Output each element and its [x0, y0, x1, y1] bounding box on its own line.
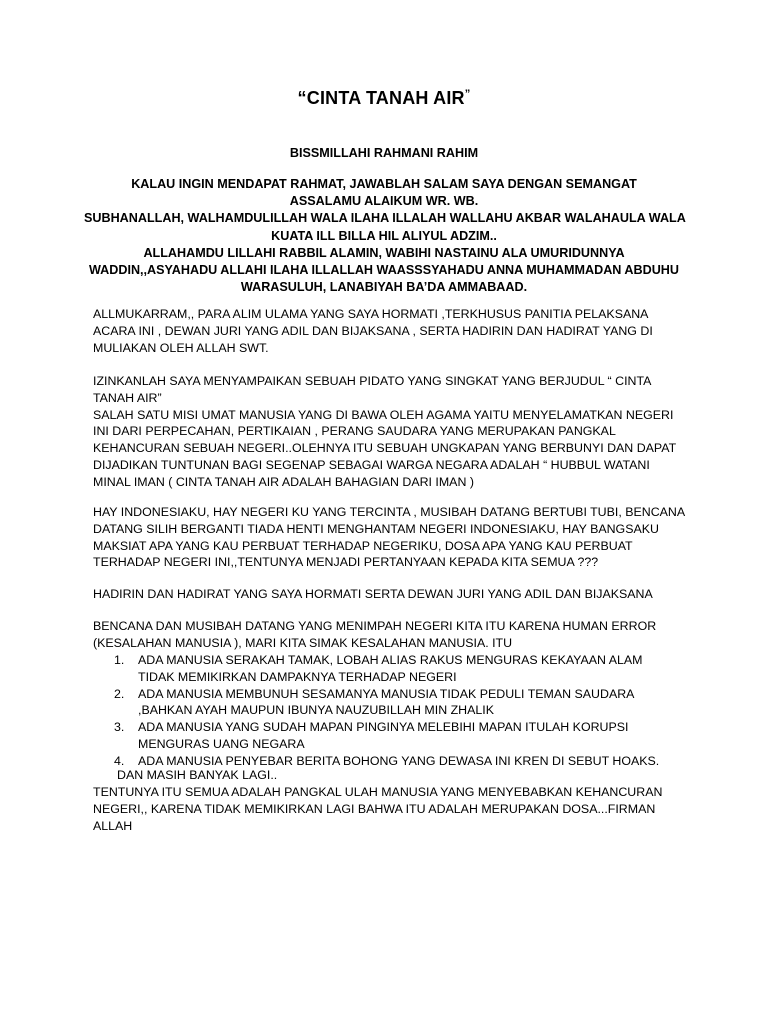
- paragraph-line: DATANG SILIH BERGANTI TIADA HENTI MENGHANTAM NEGERI INDONESIAKU, HAY BANGSAKU: [93, 521, 659, 536]
- list-item-line: ,BAHKAN AYAH MAUPUN IBUNYA NAUZUBILLAH MIN ZHALIK: [138, 703, 494, 718]
- paragraph-line: SALAH SATU MISI UMAT MANUSIA YANG DI BAWA OLEH AGAMA YAITU MENYELAMATKAN NEGERI: [93, 407, 674, 422]
- list-item-line: ADA MANUSIA SERAKAH TAMAK, LOBAH ALIAS RAKUS MENGURAS KEKAYAAN ALAM: [138, 653, 643, 667]
- paragraph-line: IZINKANLAH SAYA MENYAMPAIKAN SEBUAH PIDATO YANG SINGKAT YANG BERJUDUL “ CINTA: [93, 374, 652, 388]
- list-item-line: MENGURAS UANG NEGARA: [138, 736, 305, 751]
- list-continuation: DAN MASIH BANYAK LAGI..: [117, 768, 278, 782]
- greeting-block: [84, 176, 684, 296]
- paragraph-line: MAKSIAT APA YANG KAU PERBUAT TERHADAP NEGERIKU, DOSA APA YANG KAU PERBUAT: [93, 538, 633, 553]
- greeting-line: WARASULUH, LANABIYAH BA’DA AMMABAAD.: [240, 280, 528, 295]
- paragraph-line: MINAL IMAN ( CINTA TANAH AIR ADALAH BAHAGIAN DARI IMAN ): [93, 474, 474, 489]
- greeting-line: KUATA ILL BILLA HIL ALIYUL ADZIM..: [271, 228, 497, 243]
- list-item: [93, 652, 693, 686]
- title-close-quote: ”: [464, 88, 471, 100]
- page-title: [0, 88, 768, 109]
- paragraph-closing: [93, 784, 683, 834]
- paragraph-introduction: [93, 373, 683, 491]
- paragraph-line: NEGERI,, KARENA TIDAK MEMIKIRKAN LAGI BAHWA ITU ADALAH MERUPAKAN DOSA...FIRMAN: [93, 801, 656, 816]
- list-item-line: ADA MANUSIA PENYEBAR BERITA BOHONG YANG DEWASA INI KREN DI SEBUT HOAKS.: [138, 753, 660, 768]
- paragraph-audience: [93, 586, 683, 603]
- paragraph-line: TANAH AIR”: [93, 390, 162, 405]
- paragraph-salutation: [93, 306, 683, 356]
- list-item-number: 2.: [114, 686, 125, 701]
- title-text: CINTA TANAH AIR: [306, 88, 465, 108]
- greeting-line: ALLAHAMDU LILLAHI RABBIL ALAMIN, WABIHI NASTAINU ALA UMURIDUNNYA: [143, 245, 625, 260]
- greeting-line: SUBHANALLAH, WALHAMDULILLAH WALA ILAHA ILLALAH WALLAHU AKBAR WALAHAULA WALA: [84, 211, 686, 226]
- paragraph-line: ALLMUKARRAM,, PARA ALIM ULAMA YANG SAYA HORMATI ,TERKHUSUS PANITIA PELAKSANA: [93, 307, 649, 321]
- paragraph-line: (KESALAHAN MANUSIA ), MARI KITA SIMAK KESALAHAN MANUSIA. ITU: [93, 635, 513, 650]
- paragraph-line: BENCANA DAN MUSIBAH DATANG YANG MENIMPAH NEGERI KITA ITU KARENA HUMAN ERROR: [93, 619, 657, 633]
- list-item-line: ADA MANUSIA YANG SUDAH MAPAN PINGINYA MELEBIHI MAPAN ITULAH KORUPSI: [138, 720, 629, 735]
- greeting-line: KALAU INGIN MENDAPAT RAHMAT, JAWABLAH SALAM SAYA DENGAN SEMANGAT: [131, 177, 637, 191]
- list-item-number: 1.: [114, 653, 125, 667]
- paragraph-line: ACARA INI , DEWAN JURI YANG ADIL DAN BIJAKSANA , SERTA HADIRIN DAN HADIRAT YANG DI: [93, 323, 653, 338]
- greeting-line: WADDIN,,ASYAHADU ALLAHI ILAHA ILLALLAH WAASSSYAHADU ANNA MUHAMMADAN ABDUHU: [88, 263, 679, 278]
- paragraph-indonesia: [93, 504, 686, 571]
- paragraph-line: INI DARI PERPECAHAN, PERTIKAIAN , PERANG SAUDARA YANG MERUPAKAN PANGKAL: [93, 424, 616, 439]
- greeting-line: ASSALAMU ALAIKUM WR. WB.: [289, 194, 479, 209]
- paragraph-line: KEHANCURAN SEBUAH NEGERI..OLEHNYA ITU SEBUAH UNGKAPAN YANG BERBUNYI DAN DAPAT: [93, 441, 677, 456]
- paragraph-line: HAY INDONESIAKU, HAY NEGERI KU YANG TERCINTA , MUSIBAH DATANG BERTUBI TUBI, BENCANA: [93, 505, 686, 519]
- title-open-quote: “: [297, 88, 307, 108]
- paragraph-line: ALLAH: [93, 818, 133, 833]
- list-item-number: 4.: [114, 753, 125, 768]
- paragraph-disaster: [93, 618, 683, 652]
- list-item: [93, 719, 693, 753]
- list-item: [93, 686, 693, 720]
- list-item-line: ADA MANUSIA MEMBUNUH SESAMANYA MANUSIA TIDAK PEDULI TEMAN SAUDARA: [138, 686, 635, 701]
- paragraph-line: HADIRIN DAN HADIRAT YANG SAYA HORMATI SERTA DEWAN JURI YANG ADIL DAN BIJAKSANA: [93, 587, 653, 601]
- bismillah-line: BISSMILLAHI RAHMANI RAHIM: [289, 146, 479, 160]
- paragraph-line: DIJADIKAN TUNTUNAN BAGI SEGENAP SEBAGAI WARGA NEGARA ADALAH “ HUBBUL WATANI: [93, 457, 650, 472]
- list-item-number: 3.: [114, 720, 125, 735]
- mistakes-list: [93, 652, 693, 770]
- list-item-line: TIDAK MEMIKIRKAN DAMPAKNYA TERHADAP NEGERI: [138, 669, 457, 684]
- paragraph-line: MULIAKAN OLEH ALLAH SWT.: [93, 340, 269, 355]
- paragraph-line: TERHADAP NEGERI INI,,TENTUNYA MENJADI PERTANYAAN KEPADA KITA SEMUA ???: [93, 555, 599, 570]
- paragraph-line: TENTUNYA ITU SEMUA ADALAH PANGKAL ULAH MANUSIA YANG MENYEBABKAN KEHANCURAN: [93, 785, 663, 799]
